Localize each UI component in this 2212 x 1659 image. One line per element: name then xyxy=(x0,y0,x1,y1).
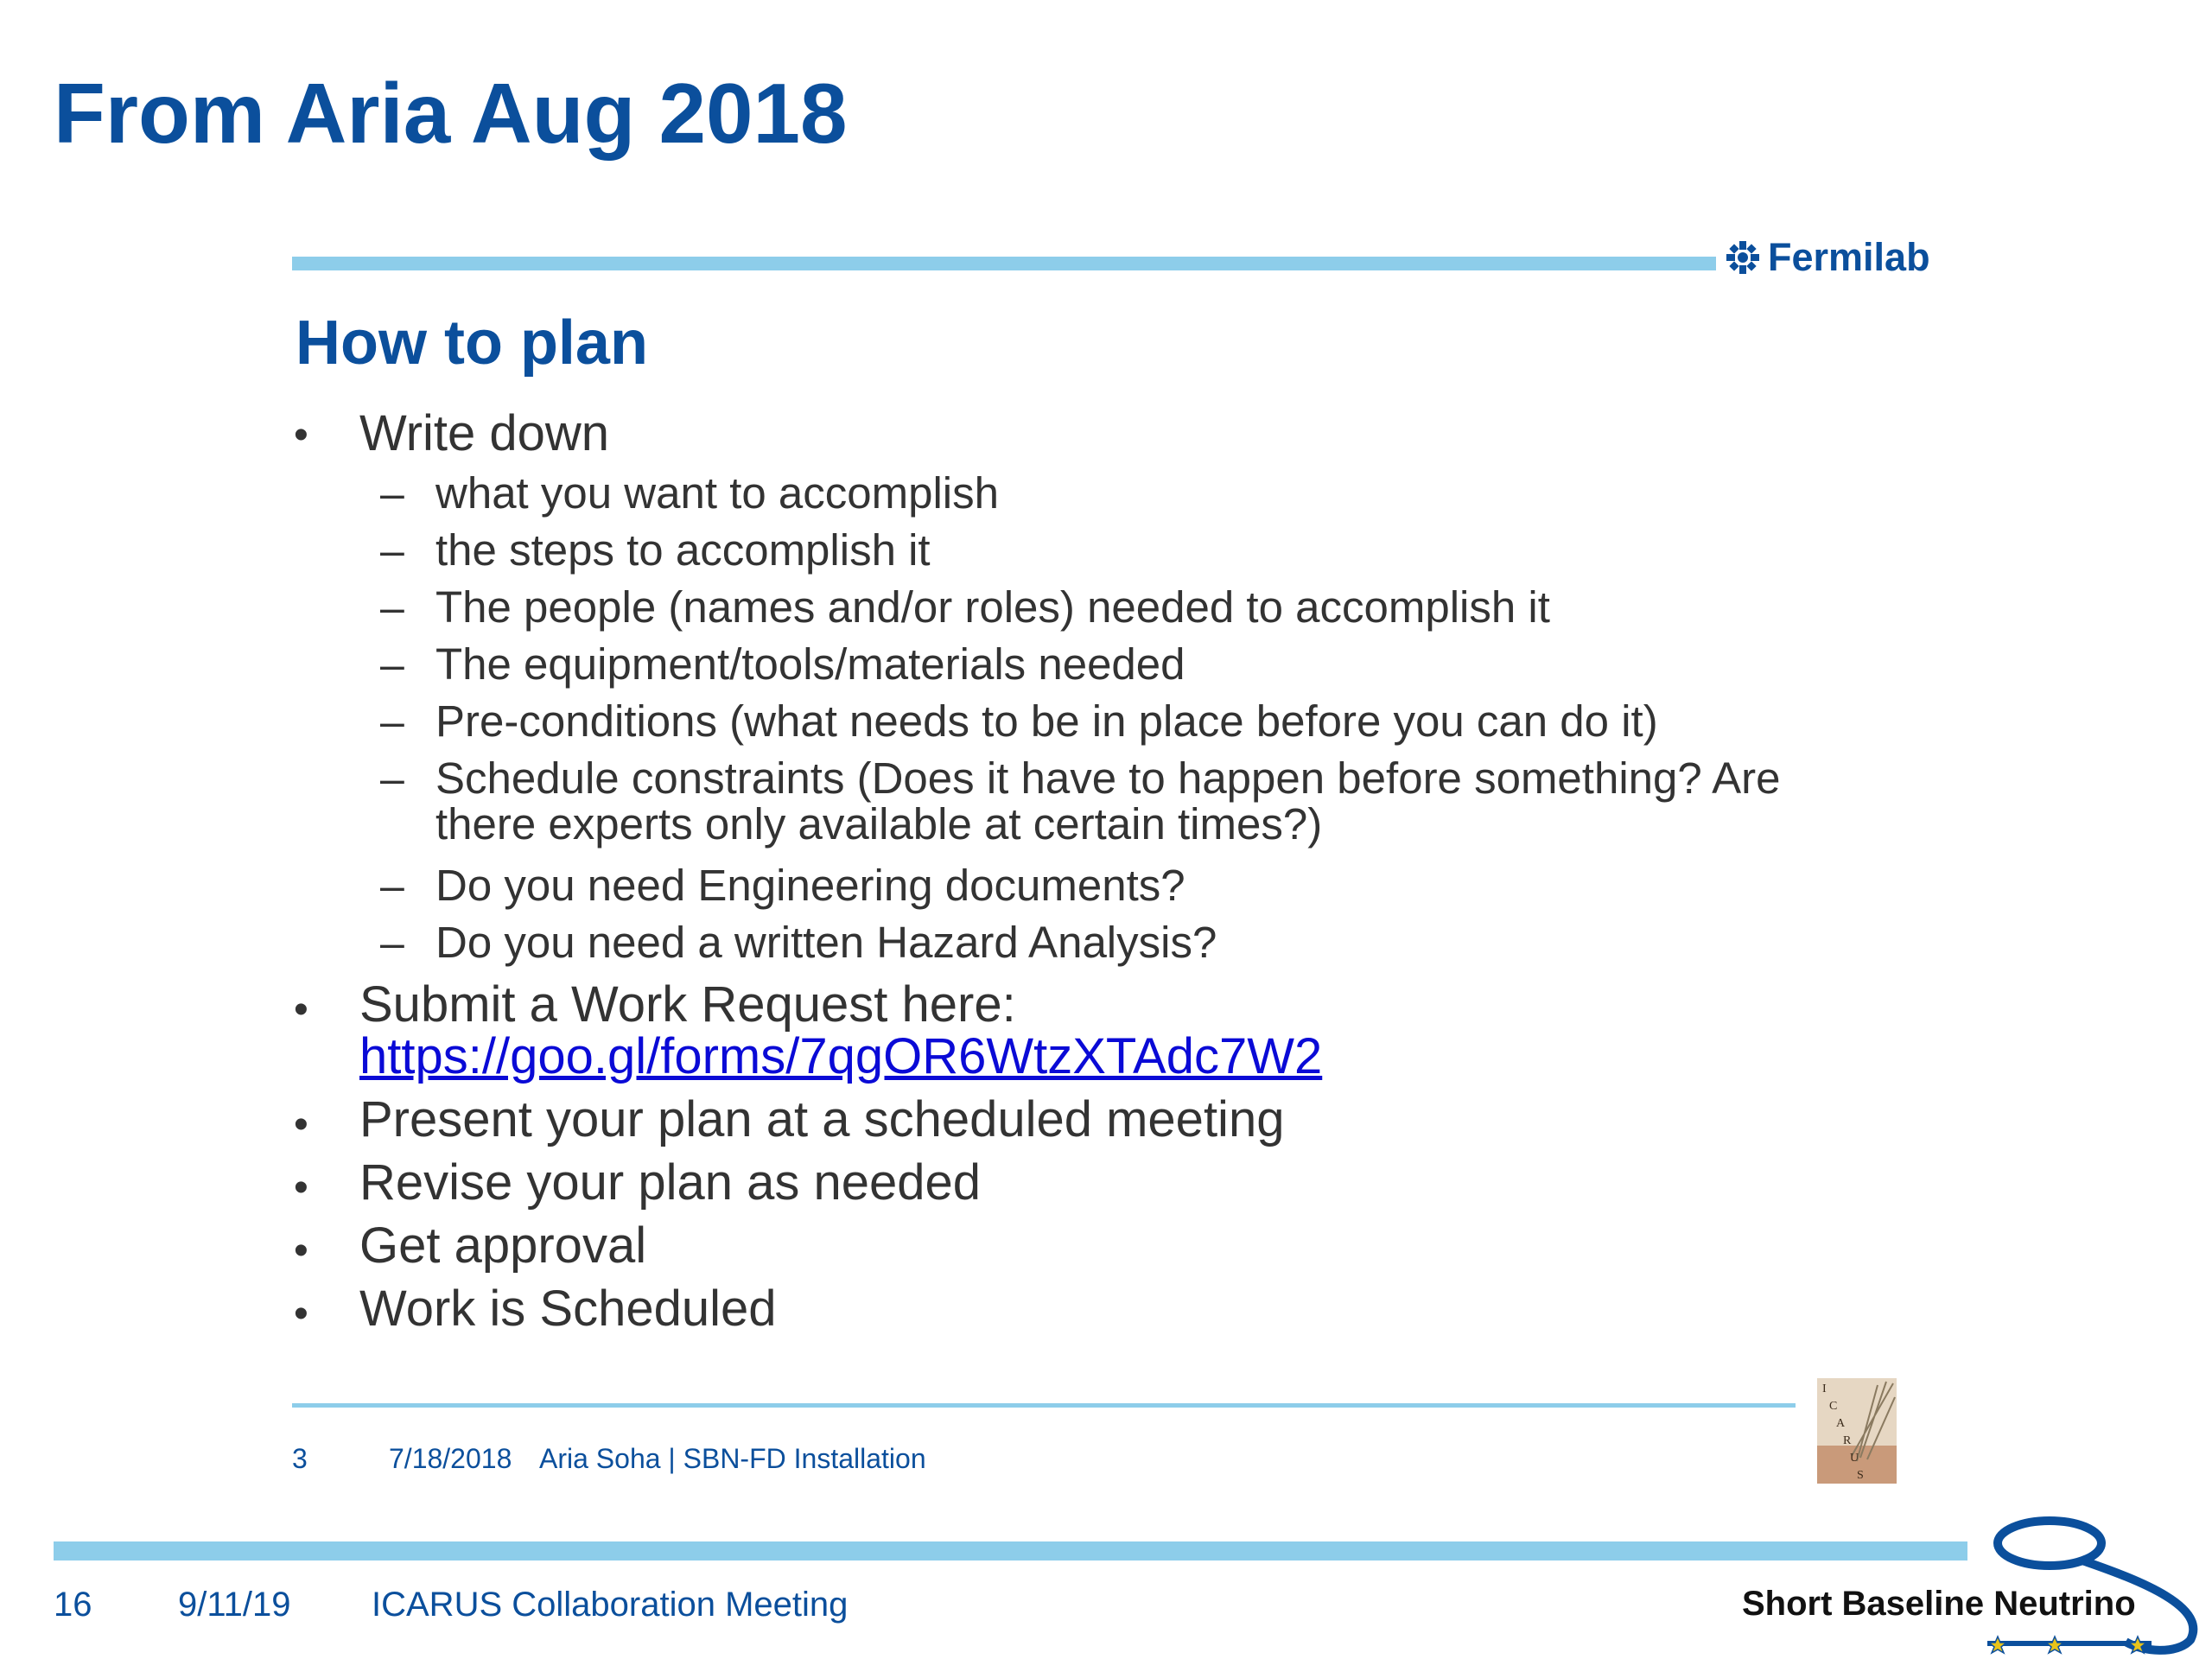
slide-title: From Aria Aug 2018 xyxy=(54,66,848,161)
dash-marker: – xyxy=(380,861,404,910)
fermilab-logo xyxy=(1725,235,1930,280)
sub-item: the steps to accomplish it xyxy=(435,525,931,575)
dash-marker: – xyxy=(380,918,404,967)
inner-header-bar xyxy=(292,257,1716,270)
icarus-letter: R xyxy=(1843,1434,1852,1447)
bullet-present-plan: Present your plan at a scheduled meeting xyxy=(359,1091,1285,1147)
dash-marker: – xyxy=(380,754,404,803)
sub-item: Do you need a written Hazard Analysis? xyxy=(435,918,1217,967)
bullet-marker: • xyxy=(294,987,308,1033)
page-number: 16 xyxy=(54,1586,92,1624)
bullet-write-down: Write down xyxy=(359,405,610,461)
dash-marker: – xyxy=(380,697,404,746)
icarus-letter: C xyxy=(1829,1400,1838,1413)
dash-marker: – xyxy=(380,640,404,689)
dash-marker: – xyxy=(380,469,404,518)
sub-item: Do you need Engineering documents? xyxy=(435,861,1185,910)
dash-marker: – xyxy=(380,526,404,575)
fermilab-icon xyxy=(1725,239,1761,276)
icarus-letter: U xyxy=(1850,1452,1859,1465)
sub-item: The people (names and/or roles) needed to accomplish it xyxy=(435,582,1550,632)
icarus-logo xyxy=(1817,1378,1897,1484)
inner-footer-line xyxy=(292,1403,1796,1408)
icarus-letter: I xyxy=(1822,1382,1827,1395)
work-request-link[interactable]: https://goo.gl/forms/7qgOR6WtzXTAdc7W2 xyxy=(359,1028,1323,1084)
dash-marker: – xyxy=(380,583,404,632)
bullet-work-scheduled: Work is Scheduled xyxy=(359,1281,777,1337)
footer-bar xyxy=(54,1541,1967,1560)
sbn-logo-text: Short Baseline Neutrino xyxy=(1742,1585,2136,1623)
bullet-marker: • xyxy=(294,1102,308,1147)
footer-date: 9/11/19 xyxy=(178,1586,291,1624)
bullet-marker: • xyxy=(294,412,308,458)
sub-item: Pre-conditions (what needs to be in place before you can do it) xyxy=(435,696,1658,746)
sub-item: The equipment/tools/materials needed xyxy=(435,639,1185,689)
inner-page-number: 3 xyxy=(292,1443,308,1474)
bullet-marker: • xyxy=(294,1165,308,1211)
inner-slide-title: How to plan xyxy=(296,308,648,378)
sub-item: what you want to accomplish xyxy=(435,468,999,518)
icarus-letter: A xyxy=(1836,1417,1846,1430)
bullet-submit-work-request: Submit a Work Request here: xyxy=(359,976,1016,1033)
fermilab-logo-text: Fermilab xyxy=(1768,235,1930,279)
inner-footer-date: 7/18/2018 xyxy=(389,1443,512,1474)
inner-footer-author: Aria Soha | SBN-FD Installation xyxy=(539,1443,926,1474)
bullet-revise-plan: Revise your plan as needed xyxy=(359,1154,982,1211)
sub-item-continuation: there experts only available at certain times?) xyxy=(435,799,1323,849)
bullet-marker: • xyxy=(294,1228,308,1274)
sub-item: Schedule constraints (Does it have to happen before something? Are xyxy=(435,753,1781,803)
bullet-marker: • xyxy=(294,1291,308,1337)
footer-meeting: ICARUS Collaboration Meeting xyxy=(372,1586,849,1624)
icarus-letter: S xyxy=(1857,1469,1864,1482)
bullet-get-approval: Get approval xyxy=(359,1217,647,1274)
